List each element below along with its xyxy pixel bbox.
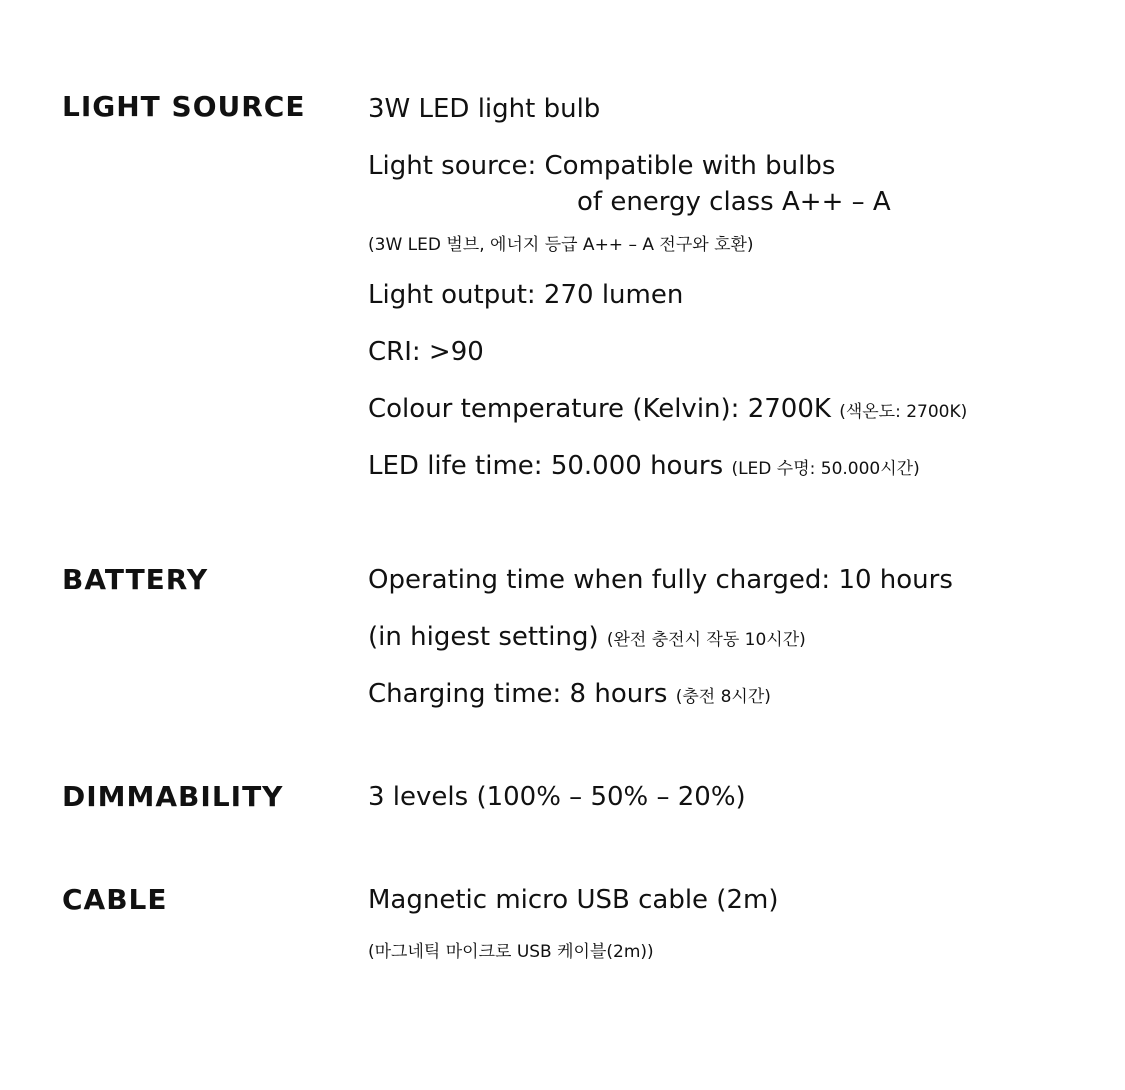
light-source-compat-line1: Light source: Compatible with bulbs: [368, 151, 836, 181]
battery-operating-note: (완전 충전시 작동 10시간): [606, 630, 806, 650]
battery-charging-text: Charging time: 8 hours: [368, 679, 668, 709]
battery-operating-setting: (in higest setting): [368, 622, 599, 652]
led-life-time: [368, 448, 920, 487]
light-source-compat-note: (3W LED 벌브, 에너지 등급 A++ – A 전구와 호환): [368, 235, 754, 255]
dimmability-heading: DIMMABILITY: [62, 780, 284, 813]
battery-charging-note: (충전 8시간): [675, 687, 771, 707]
light-source-compat-line2: of energy class A++ – A: [577, 187, 891, 217]
light-output: Light output: 270 lumen: [368, 280, 684, 310]
cable-note: (마그네틱 마이크로 USB 케이블(2m)): [368, 942, 654, 962]
battery-operating-line2: [368, 619, 806, 658]
battery-heading: BATTERY: [62, 563, 209, 596]
cri-value: CRI: >90: [368, 337, 484, 367]
battery-operating-line1: Operating time when fully charged: 10 hours: [368, 565, 953, 595]
light-source-bulb: 3W LED light bulb: [368, 94, 601, 124]
dimmability-levels: 3 levels (100% – 50% – 20%): [368, 782, 746, 812]
led-life-time-text: LED life time: 50.000 hours: [368, 451, 724, 481]
cable-heading: CABLE: [62, 883, 168, 916]
led-life-time-note: (LED 수명: 50.000시간): [731, 459, 920, 479]
colour-temperature: [368, 391, 967, 430]
colour-temperature-text: Colour temperature (Kelvin): 2700K: [368, 394, 831, 424]
cable-description: Magnetic micro USB cable (2m): [368, 885, 779, 915]
battery-charging: [368, 676, 771, 715]
light-source-heading: LIGHT SOURCE: [62, 90, 306, 123]
colour-temperature-note: (색온도: 2700K): [839, 402, 968, 422]
